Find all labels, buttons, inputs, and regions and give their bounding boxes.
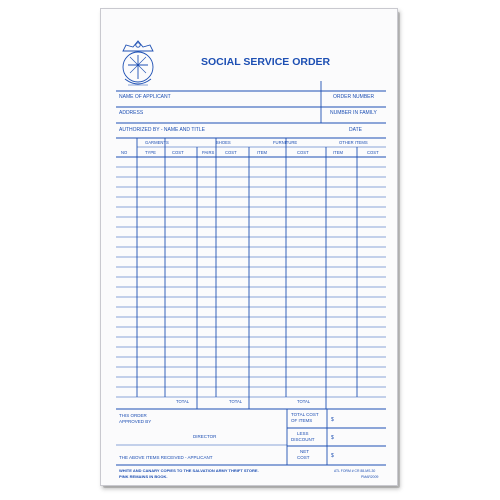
form-drawing — [101, 9, 397, 485]
item-grid — [116, 138, 386, 409]
order-number-label: ORDER NUMBER — [333, 94, 375, 100]
copies-note-line2: PINK REMAINS IN BOOK. — [119, 474, 168, 479]
net-label: NET — [300, 449, 309, 454]
address-label: ADDRESS — [119, 110, 144, 116]
col-pairs: PAIRS — [202, 150, 215, 155]
col-item-furniture: ITEM — [257, 150, 268, 155]
col-cost-garments: COST — [172, 150, 184, 155]
form-code: ATL FORM # CR 88-MS-30 — [334, 469, 376, 473]
less-label: LESS — [297, 431, 309, 436]
shoes-header: SHOES — [216, 140, 231, 145]
of-items-label: OF ITEMS — [291, 418, 313, 423]
this-order-label: THIS ORDER — [119, 413, 147, 418]
authorized-by-label: AUTHORIZED BY - NAME AND TITLE — [119, 127, 205, 133]
number-in-family-label: NUMBER IN FAMILY — [330, 110, 377, 116]
copies-note-line1: WHITE AND CANARY COPIES TO THE SALVATION ARMY THRIFT STORE. — [119, 468, 259, 473]
director-label: DIRECTOR — [193, 434, 217, 439]
col-cost-shoes: COST — [225, 150, 237, 155]
received-label: THE ABOVE ITEMS RECEIVED - APPLICANT — [119, 455, 213, 460]
total-cost-label: TOTAL COST — [291, 412, 319, 417]
discount-label: DISCOUNT — [291, 437, 315, 442]
col-type: TYPE — [145, 150, 156, 155]
col-no: NO — [121, 150, 128, 155]
salvation-army-crest-icon — [123, 41, 153, 85]
form-title: SOCIAL SERVICE ORDER — [201, 56, 331, 68]
dollar-total: $ — [331, 417, 334, 423]
total-shoes: TOTAL — [229, 399, 243, 404]
date-label: DATE — [349, 127, 362, 133]
approved-by-label: APPROVED BY — [119, 419, 152, 424]
garments-header: GARMENTS — [145, 140, 169, 145]
furniture-header: FURNITURE — [273, 140, 298, 145]
total-furniture: TOTAL — [297, 399, 311, 404]
form-sheet — [100, 8, 398, 486]
cost-label: COST — [297, 455, 310, 460]
form-code-date: PMAR2009 — [361, 475, 379, 479]
total-garments: TOTAL — [176, 399, 190, 404]
dollar-net: $ — [331, 453, 334, 459]
col-cost-furniture: COST — [297, 150, 309, 155]
dollar-discount: $ — [331, 435, 334, 441]
col-cost-other: COST — [367, 150, 379, 155]
other-items-header: OTHER ITEMS — [339, 140, 368, 145]
col-item-other: ITEM — [333, 150, 344, 155]
name-of-applicant-label: NAME OF APPLICANT — [119, 94, 171, 100]
